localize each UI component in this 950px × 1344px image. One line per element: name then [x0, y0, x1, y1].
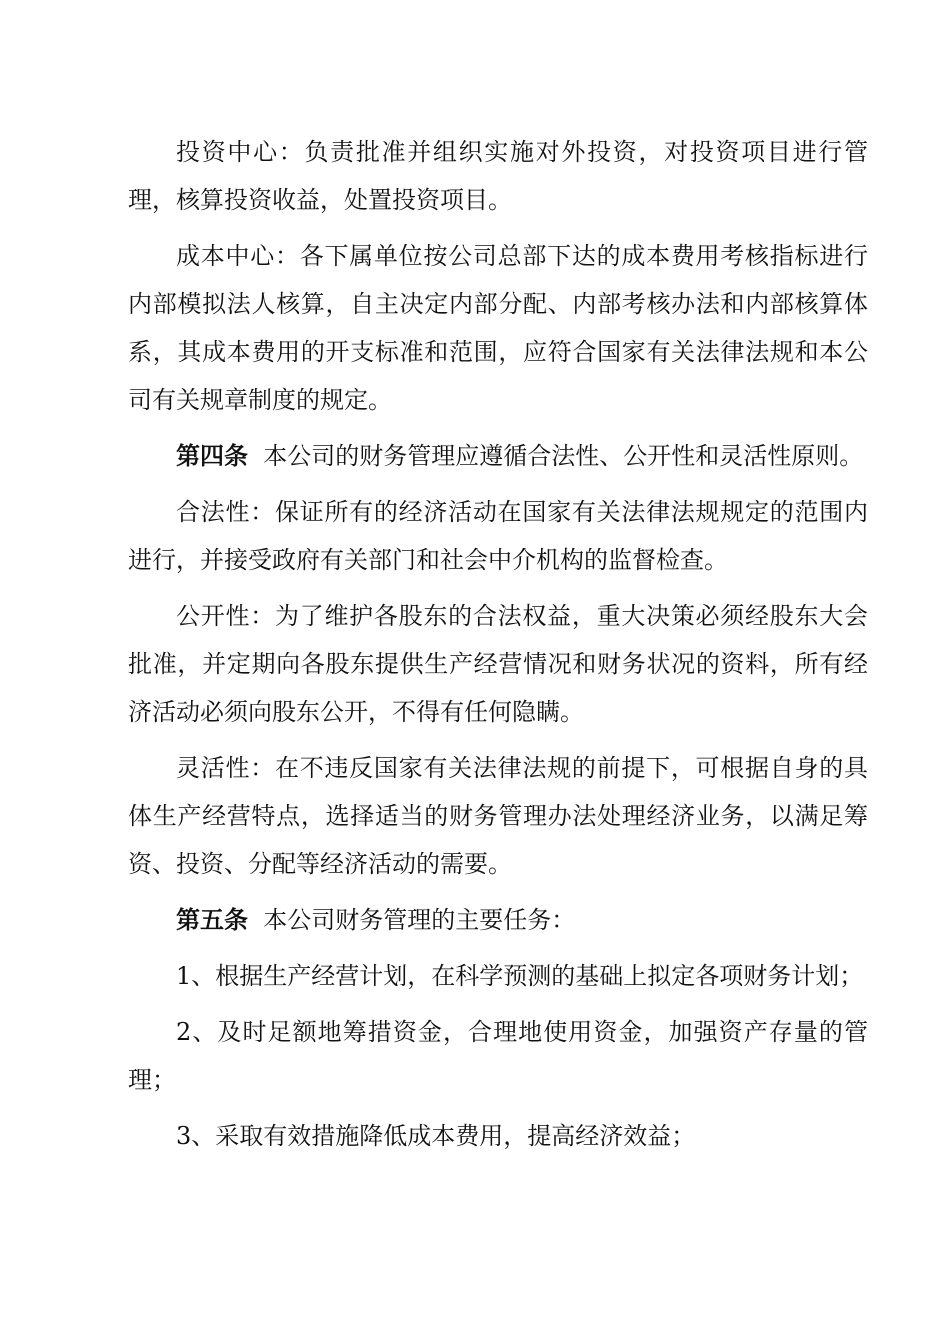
paragraph-text: 成本中心：各下属单位按公司总部下达的成本费用考核指标进行内部模拟法人核算，自主决定内部分配、内部考核办法和内部核算体系，其成本费用的开支标准和范围，应符合国家有关法律法规和本公司有关规章制度的规定。 [128, 242, 868, 414]
paragraph-text: 2、及时足额地筹措资金，合理地使用资金，加强资产存量的管理； [128, 1018, 868, 1094]
paragraph-flexibility [128, 744, 868, 888]
paragraph-article-5 [128, 896, 868, 944]
paragraph-text: 灵活性：在不违反国家有关法律法规的前提下，可根据自身的具体生产经营特点，选择适当的财务管理办法处理经济业务，以满足筹资、投资、分配等经济活动的需要。 [128, 754, 868, 878]
paragraph-cost-center [128, 232, 868, 424]
document-body [128, 128, 868, 1168]
paragraph-text: 合法性：保证所有的经济活动在国家有关法律法规规定的范围内进行，并接受政府有关部门和社会中介机构的监督检查。 [128, 498, 868, 574]
paragraph-text: 公开性：为了维护各股东的合法权益，重大决策必须经股东大会批准，并定期向各股东提供生产经营情况和财务状况的资料，所有经济活动必须向股东公开，不得有任何隐瞒。 [128, 602, 868, 726]
list-item-3 [128, 1112, 868, 1160]
article-heading: 第五条 [176, 906, 248, 934]
paragraph-text: 3、采取有效措施降低成本费用，提高经济效益； [176, 1122, 696, 1150]
paragraph-article-4 [128, 432, 868, 480]
article-heading: 第四条 [176, 442, 248, 470]
paragraph-investment-center [128, 128, 868, 224]
paragraph-openness [128, 592, 868, 736]
paragraph-text: 本公司财务管理的主要任务： [263, 906, 576, 934]
list-item-2 [128, 1008, 868, 1104]
paragraph-legality [128, 488, 868, 584]
list-item-1 [128, 952, 868, 1000]
paragraph-text: 投资中心：负责批准并组织实施对外投资，对投资项目进行管理，核算投资收益，处置投资项目。 [128, 138, 868, 214]
paragraph-text: 1、根据生产经营计划，在科学预测的基础上拟定各项财务计划； [176, 962, 864, 990]
paragraph-text: 本公司的财务管理应遵循合法性、公开性和灵活性原则。 [263, 442, 864, 470]
